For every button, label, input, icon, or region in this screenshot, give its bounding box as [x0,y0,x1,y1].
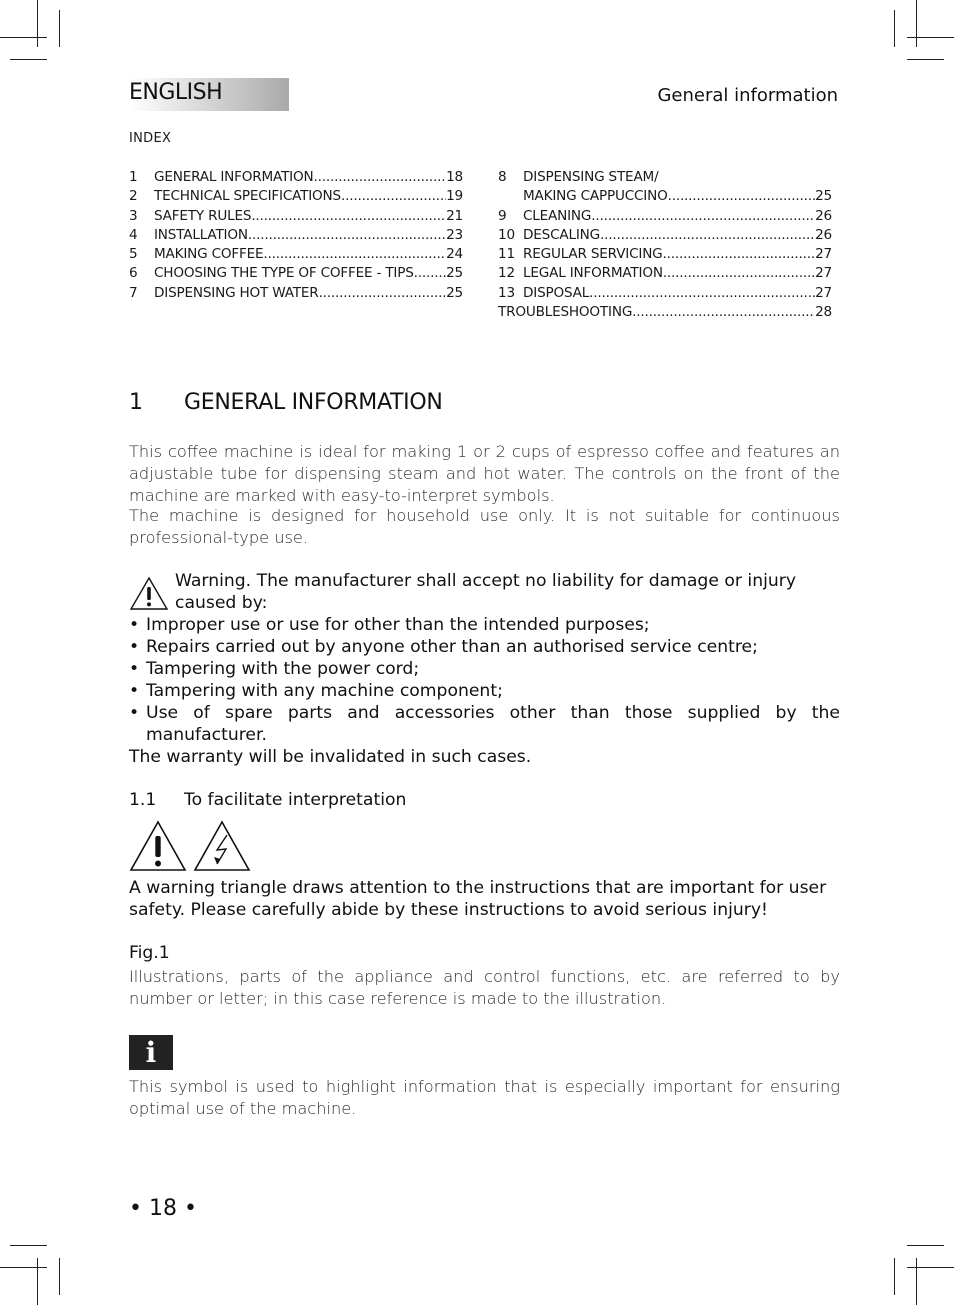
toc-entry-title: DISPOSAL [523,284,590,301]
usage-paragraph: The machine is designed for household use only. It is not suitable for continuous professional-type use. [129,506,840,547]
toc-leader-dots [319,284,447,303]
warning-list-item [129,614,840,636]
safety-note: A warning triangle draws attention to the instructions that are important for user safety. Please carefully abide by these instructions to avoid serious injury! [129,878,827,920]
warning-heading: Warning. The manufacturer shall accept no liability for damage or injury caused by: [175,571,796,613]
toc-entry-number: 3 [129,207,138,224]
toc-left-column [129,168,463,303]
warning-list-text: Repairs carried out by anyone other than an authorised service centre; [146,637,758,657]
toc-leader-dots [591,207,815,226]
toc-leader-dots [248,226,446,245]
toc-leader-dots [600,226,815,245]
toc-entry [129,245,463,264]
toc-entry-number: 12 [498,265,515,282]
toc-entry-title: CHOOSING THE TYPE OF COFFEE - TIPS [154,265,414,282]
toc-entry-page: 25 [446,284,463,301]
subsection-number: 1.1 [129,790,157,810]
bullet-marker: • [129,637,140,657]
subsection-heading [129,790,406,810]
toc-entry-title: LEGAL INFORMATION [523,265,663,282]
toc-leader-dots [668,187,816,206]
toc-leader-dots [663,245,816,264]
toc-entry-number: 9 [498,207,507,224]
toc-entry-page: 27 [815,265,832,282]
toc-entry-title: TROUBLESHOOTING [498,304,633,321]
section-number: 1 [129,390,143,415]
subsection-title: To facilitate interpretation [184,790,407,810]
warning-list-item [129,680,840,702]
bullet-marker: • [129,681,140,701]
toc-entry-title: DISPENSING STEAM/ [523,169,659,185]
toc-entry-page: 26 [815,207,832,224]
toc-entry-title: DESCALING [523,226,600,243]
symbol-row [129,820,251,872]
toc-entry-title: INSTALLATION [154,226,248,243]
toc-leader-dots [589,284,815,303]
figure-label: Fig.1 [129,943,170,963]
warning-triangle-icon [129,820,187,872]
toc-entry-page: 27 [815,284,832,301]
section-heading [129,390,443,415]
toc-entry [498,245,832,264]
toc-leader-dots [414,264,446,283]
warning-triangle-icon [129,576,169,611]
toc-entry-number: 11 [498,246,515,263]
toc-entry-title: TECHNICAL SPECIFICATIONS [154,188,341,205]
toc-entry-page: 26 [815,226,832,243]
toc-entry-title: MAKING COFFEE [154,246,264,263]
toc-leader-dots [313,168,446,187]
toc-leader-dots [663,264,815,283]
toc-entry-number: 8 [498,169,507,185]
toc-entry-page: 19 [446,188,463,205]
bullet-marker: • [129,659,140,679]
toc-entry [498,226,832,245]
section-title: GENERAL INFORMATION [184,390,443,415]
warning-list-text: Use of spare parts and accessories other than those supplied by the manufacturer. [146,703,840,745]
toc-leader-dots [263,245,446,264]
toc-entry-number: 1 [129,169,138,185]
toc-entry [129,226,463,245]
toc-entry-title: REGULAR SERVICING [523,246,663,263]
toc-entry [498,168,832,187]
language-label: ENGLISH [129,80,223,105]
toc-entry-page: 27 [815,246,832,263]
page-number: • 18 • [129,1196,197,1221]
toc-entry-page: 28 [815,304,832,321]
toc-entry [498,303,832,322]
index-label: INDEX [129,131,172,146]
toc-entry [498,187,832,206]
toc-entry [498,264,832,283]
toc-entry-page: 21 [446,207,463,224]
language-banner [129,78,289,111]
toc-entry-number: 4 [129,226,138,243]
toc-leader-dots [632,303,815,322]
toc-entry-page: 24 [446,246,463,263]
toc-entry [498,284,832,303]
warning-footer: The warranty will be invalidated in such cases. [129,747,532,767]
warning-block [129,570,840,768]
toc-entry-number: 5 [129,246,138,263]
toc-leader-dots [341,187,446,206]
info-icon: i [129,1035,173,1070]
toc-entry-number: 13 [498,284,515,301]
toc-entry [498,207,832,226]
warning-list-text: Tampering with any machine component; [146,681,503,701]
toc-entry-number: 2 [129,188,138,205]
warning-list [129,614,840,746]
toc-entry-title: GENERAL INFORMATION [154,169,314,185]
toc-entry-page: 25 [446,265,463,282]
bullet-marker: • [129,615,140,635]
toc-entry [129,187,463,206]
toc-entry-page: 23 [446,226,463,243]
warning-list-text: Tampering with the power cord; [146,659,420,679]
toc-entry-number: 7 [129,284,138,301]
toc-entry-page: 18 [446,169,463,185]
toc-entry-title: SAFETY RULES [154,207,252,224]
warning-list-item [129,636,840,658]
toc-entry [129,284,463,303]
toc-entry [129,207,463,226]
toc-entry-title: CLEANING [523,207,592,224]
toc-entry-page: 25 [815,188,832,205]
toc-entry [129,168,463,187]
toc-entry-title: DISPENSING HOT WATER [154,284,319,301]
toc-entry-title: MAKING CAPPUCCINO [523,188,668,205]
section-header: General information [657,85,838,106]
toc-leader-dots [251,207,446,226]
toc-entry [129,264,463,283]
bullet-marker: • [129,703,140,723]
warning-list-text: Improper use or use for other than the intended purposes; [146,615,650,635]
toc-entry-number: 10 [498,226,515,243]
figure-description: Illustrations, parts of the appliance and control functions, etc. are referred to by number or letter; in this case reference is made to the illustration. [129,967,840,1008]
info-description: This symbol is used to highlight information that is especially important for ensuring optimal use of the machine. [129,1077,840,1118]
intro-paragraph: This coffee machine is ideal for making 1 or 2 cups of espresso coffee and features an adjustable tube for dispensing steam and hot water. The controls on the front of the machine are marked with easy-to-interpret symbols. [129,442,840,505]
electrical-hazard-icon [193,820,251,872]
warning-list-item [129,658,840,680]
toc-entry-number: 6 [129,265,138,282]
toc-right-column [498,168,832,322]
warning-list-item [129,702,840,746]
